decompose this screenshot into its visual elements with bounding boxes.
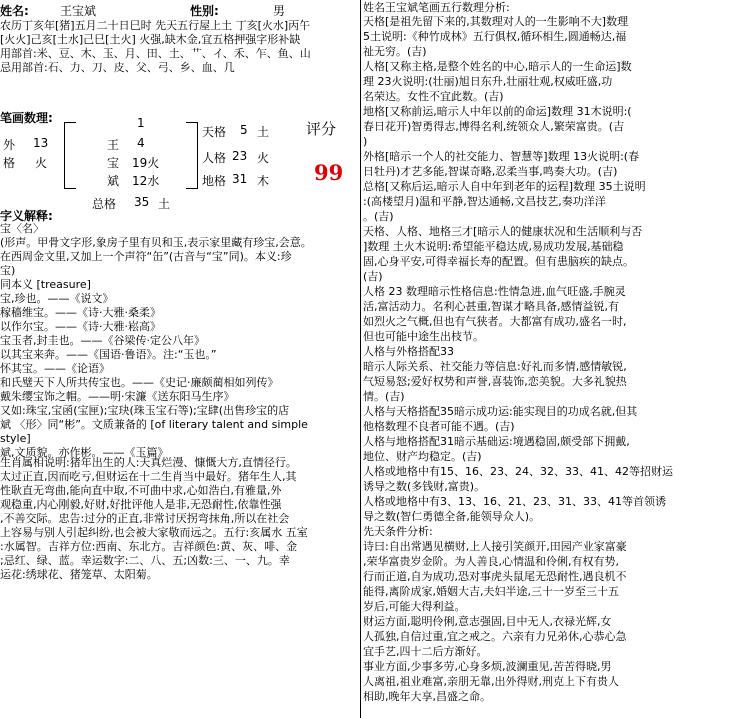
bracket-left-top: [64, 122, 76, 123]
renge-elem: 火: [257, 151, 270, 165]
explain-line: style]: [0, 432, 31, 445]
char-3-num: 12水: [132, 174, 160, 188]
analysis-paragraph: 人格与天格搭配35暗示成功运:能实现目的功成名就,但其 他格数理不良者可能不遇。(吉): [363, 405, 638, 433]
dige-num: 31: [232, 172, 248, 186]
analysis-paragraph: 人格[又称主格,是整个姓名的中心,暗示人的一生命运]数 理 23火说明:(壮丽)旭日东升,壮丽壮观,权威旺盛,功 名荣达。女性不宜此数。(吉): [363, 60, 632, 103]
zodiac-line: 太过正直,因而吃亏,但财运在十二生肖当中最好。猪年生人,其: [0, 470, 297, 483]
waige-label-2: 格: [3, 156, 16, 170]
zodiac-line: ,不善交际。忠告:过分的正直,非常讨厌拐弯抹角,所以在社会: [0, 512, 290, 525]
char-1: 王: [107, 138, 120, 152]
bazi-line-4: 忌用部首:石、力、刀、皮、父、弓、乡、血、几: [0, 61, 235, 74]
analysis-title: 姓名王宝斌笔画五行数理分析:: [363, 1, 510, 14]
name-label: 姓名:: [0, 4, 29, 18]
score-value: 99: [314, 160, 344, 185]
char-2: 宝: [107, 156, 120, 170]
analysis-paragraph: 先天条件分析:: [363, 525, 433, 538]
bracket-right-bottom: [186, 188, 198, 189]
explain-line: 同本义 [treasure]: [0, 278, 91, 291]
tiange-num: 5: [240, 123, 248, 137]
analysis-paragraph: 人格或地格中有15、16、23、24、32、33、41、42等招财运 诱导之数(多钱财,富贵)。: [363, 465, 673, 493]
bracket-left: [64, 122, 65, 188]
explain-line: (形声。甲骨文字形,象房子里有贝和玉,表示家里藏有珍宝,会意。: [0, 236, 312, 249]
explain-line: 以作尔宝。——《诗·大雅·崧高》: [0, 320, 161, 333]
zongge-label: 总格: [92, 197, 117, 211]
tiange-elem: 土: [257, 125, 270, 139]
zodiac-line: 性耿直无弯曲,能向直中取,不可曲中求,心如浩白,有雅量,外: [0, 484, 282, 497]
explain-line: 宝〈名〉: [0, 222, 44, 235]
tiange-label: 天格: [202, 125, 227, 139]
analysis-paragraph: 外格[暗示一个人的社交能力、智慧等]数理 13火说明:(春 日牡丹)才艺多能,智谋奇略,忍柔当事,鸣奏大功。(吉) 总格[又称后运,暗示人自中年到老年的运程]数理 35土说明 :(高楼望月)温和平静,智达通畅,文昌技艺,奏功洋洋 。(吉): [363, 150, 646, 223]
explain-line: 和氏璧天下人所共传宝也。——《史记·廉颇蔺相如列传》: [0, 376, 279, 389]
zodiac-line: 生肖属相说明:猪年出生的人:天真烂漫、慷慨大方,直情径行。: [0, 456, 297, 469]
analysis-paragraph: 诗曰:自出常遇见横财,上人接引笑颜开,田园产业家富豪 ,荣华富贵岁金阶。为人善良,心情温和伶俐,有权有势, 行而正道,自为成功,恐对事虎头鼠尾无恐耐性,遇良机不 能得,离阶成家,婚姻大吉,夫妇半途,三十一岁至三十五 岁后,可能大得利益。: [363, 540, 627, 613]
explain-label: 字义解释:: [0, 209, 53, 223]
renge-num: 23: [232, 149, 248, 163]
zodiac-line: 上容易与别人引起纠纷,也会被大家敬而远之。五行:亥属水 五室: [0, 526, 308, 539]
explain-line: 又如:珠宝,宝函(宝匣);宝玦(珠玉宝石等);宝肆(出售珍宝的店: [0, 404, 290, 417]
analysis-paragraph: 人格 23 数理暗示性格信息:性情急进,血气旺盛,手腕灵 活,富活动力。名利心甚重,智谋才略具备,感情益锐,有 如烈火之气概,但也有气狭者。大都富有成功,盛名一时, 但也可能中途生出枝节。: [363, 285, 627, 343]
explain-line: 宝): [0, 264, 16, 277]
dige-elem: 木: [257, 174, 270, 188]
zongge-num: 35: [134, 195, 150, 209]
analysis-paragraph: 天格、人格、地格三才[暗示人的健康状况和生活顺利与否 ]数理 土火木说明:希望能平稳达成,易成功发展,基础稳 固,心身平安,可得幸福长寿的配置。但有患脑疾的缺点。 (吉): [363, 225, 643, 283]
bazi-line-1: 农历丁亥年[猪]五月二十日巳时 先天五行屋上土 丁亥[火水]丙午: [0, 19, 311, 32]
explain-line: 稼穑维宝。——《诗·大雅·桑柔》: [0, 306, 161, 319]
char-2-num: 19火: [132, 156, 160, 170]
explain-line: 戴朱缨宝饰之帽。——明·宋濂《送东阳马生序》: [0, 390, 235, 403]
waige-num: 13: [33, 136, 49, 150]
gender-value: 男: [273, 4, 286, 18]
explain-line: 斌,文质貌。亦作彬。——《玉篇》: [0, 446, 169, 459]
column-divider: [360, 0, 361, 718]
name-value: 王宝斌: [60, 4, 97, 18]
analysis-paragraph: 财运方面,聪明伶俐,意志强固,目中无人,衣禄光辉,女 人孤独,自信过重,宜之戒之。六亲有力兄弟休,心恭心急 宜手艺,四十二后方渐好。: [363, 615, 627, 658]
strokes-label: 笔画数理:: [0, 111, 53, 125]
analysis-paragraph: 人格或地格中有3、13、16、21、23、31、33、41等首领诱 导之数(智仁勇德全备,能领导众人)。: [363, 495, 666, 523]
waige-elem: 火: [35, 156, 48, 170]
char-1-num: 4: [137, 136, 145, 150]
score-label: 评分: [306, 120, 337, 138]
dige-label: 地格: [202, 174, 227, 188]
zongge-elem: 土: [158, 197, 171, 211]
explain-line: 在西周金文里,又加上一个声符“缶”(古音与“宝”同)。本义:珍: [0, 250, 292, 263]
bazi-line-3: 用部首:米、豆、木、玉、月、田、土、艹、イ、禾、乍、鱼、山: [0, 47, 311, 60]
explain-line: 宝,珍也。——《说文》: [0, 292, 114, 305]
zodiac-line: ;忌红、绿、蓝。幸运数字:二、八、五;凶数:三、一、九。幸: [0, 554, 290, 567]
gender-label: 性别:: [190, 4, 219, 18]
analysis-paragraph: 人格与外格搭配33 暗示人际关系、社交能力等信息:好礼而多情,感情敏锐, 气短易怒;爱好权势和声誉,喜装饰,恋美貌。大多礼貌热 情。(吉): [363, 345, 627, 403]
bracket-right: [197, 122, 198, 188]
analysis-paragraph: 事业方面,少事多劳,心身多烦,波澜重见,苦苦得晓,男 人离祖,祖业难富,亲朋无靠,出外得财,刑克上下有贵人 相助,晚年大享,昌盛之命。: [363, 660, 619, 703]
zodiac-line: 观稳重,内心刚毅,好财,好批评他人是非,无恐耐性,依靠性强: [0, 498, 282, 511]
zodiac-block: [0, 456, 358, 582]
waige-label: 外: [3, 138, 16, 152]
analysis-block: [363, 14, 733, 704]
analysis-paragraph: 人格与地格搭配31暗示基础运:境遇稳固,颇受部下拥戴, 地位、财产均稳定。(吉): [363, 435, 630, 463]
bazi-line-2: [火火]己亥[土水]己巳[土火] 火强,缺木金,宜五格押强字形补缺: [0, 33, 301, 46]
explain-line: 宝玉者,封圭也。——《谷梁传·定公八年》: [0, 334, 205, 347]
renge-label: 人格: [202, 151, 227, 165]
bracket-left-bottom: [64, 188, 76, 189]
top-num: 1: [137, 116, 145, 130]
explain-line: 怀其宝。——《论语》: [0, 362, 110, 375]
zodiac-line: 运花:绣球花、猪笼草、太阳菊。: [0, 568, 158, 581]
char-3: 斌: [107, 174, 120, 188]
analysis-paragraph: 天格[是祖先留下来的,其数理对人的一生影响不大]数理 5土说明:《种竹成林》五行俱权,循环相生,圆通畅达,福 祉无穷。(吉): [363, 15, 629, 58]
zodiac-line: :水属智。吉祥方位:西南、东北方。吉祥颜色:黄、灰、啡、金: [0, 540, 298, 553]
explain-block: [0, 222, 358, 460]
analysis-paragraph: 地格[又称前运,暗示人中年以前的命运]数理 31木说明:( 春日花开)智勇得志,博得名利,统领众人,繁荣富贵。(吉 ): [363, 105, 632, 148]
explain-line: 以其宝来奔。——《国语·鲁语》。注:“玉也。”: [0, 348, 217, 361]
explain-line: 斌 〈形〉同“彬”。文质兼备的 [of literary talent and simple: [0, 418, 308, 431]
